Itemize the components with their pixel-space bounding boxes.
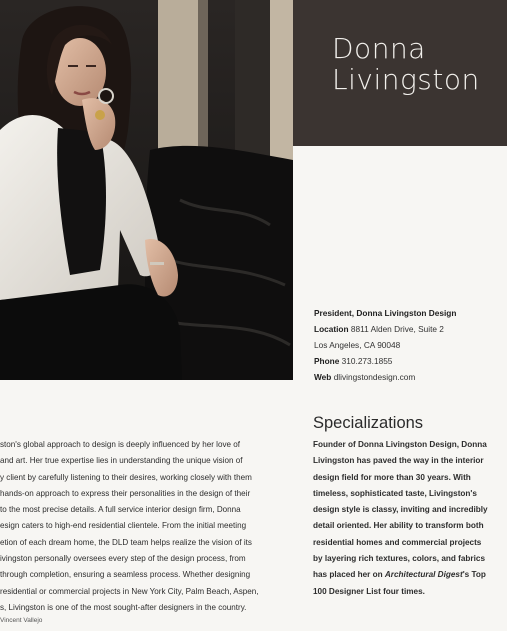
company-title: President, Donna Livingston Design	[314, 308, 457, 318]
magazine-title: Architectural Digest	[384, 570, 463, 580]
phone-label: Phone	[314, 356, 340, 366]
spec-line-part: 's Top	[462, 570, 486, 580]
location-line1: 8811 Alden Drive, Suite 2	[350, 324, 444, 334]
web-label: Web	[314, 372, 332, 382]
spec-line: by layering rich textures, colors, and fabrics	[313, 554, 485, 564]
body-line: residential or commercial projects in New York City, Palm Beach, Aspen,	[0, 586, 259, 596]
specializations-heading: Specializations	[313, 414, 424, 432]
phone-number: 310.273.1855	[341, 356, 393, 366]
body-line: to the most precise details. A full service interior design firm, Donna	[0, 505, 241, 515]
spec-line: timeless, sophisticated taste, Livingston's	[313, 488, 477, 498]
portrait-photo	[0, 0, 293, 380]
spec-line: detail oriented. Her ability to transform both	[313, 521, 484, 531]
body-line: ivingston personally oversees every step of the design process, from	[0, 554, 246, 564]
contact-info	[314, 305, 504, 385]
website-link[interactable]: dlivingstondesign.com	[333, 372, 416, 382]
portrait-illustration	[0, 0, 293, 380]
body-line: and art. Her true expertise lies in understanding the unique vision of	[0, 456, 243, 466]
specializations-text	[313, 437, 503, 600]
spec-line: Livingston has paved the way in the interior	[313, 456, 484, 466]
spec-line-part: has placed her on	[313, 570, 385, 580]
body-line: s, Livingston is one of the most sought-after designers in the country.	[0, 602, 247, 612]
spec-line: 100 Designer List four times.	[313, 586, 425, 596]
body-line: y client by carefully listening to their desires, working closely with them	[0, 472, 252, 482]
body-line: through completion, ensuring a seamless process. Whether designing	[0, 570, 251, 580]
last-name: Livingston	[332, 63, 480, 96]
first-name: Donna	[332, 32, 426, 65]
body-line: esign caters to high-end residential clientele. From the initial meeting	[0, 521, 247, 531]
location-line2: Los Angeles, CA 90048	[314, 340, 401, 350]
body-line: ston's global approach to design is deeply influenced by her love of	[0, 440, 241, 449]
spec-line: design style is classy, inviting and incredibly	[313, 505, 488, 515]
body-text	[0, 437, 300, 616]
photo-credit: Vincent Vallejo	[0, 617, 43, 624]
spec-line: residential homes and commercial projects	[313, 537, 482, 547]
body-line: etion of each dream home, the DLD team helps realize the vision of its	[0, 537, 252, 547]
spec-line	[313, 567, 503, 583]
designer-name	[332, 33, 480, 95]
body-line: hands-on approach to express their personalities in the design of their	[0, 488, 251, 498]
spec-line: design field for more than 30 years. With	[313, 472, 471, 482]
location-label: Location	[314, 324, 349, 334]
spec-line: Founder of Donna Livingston Design, Donna	[313, 440, 487, 449]
